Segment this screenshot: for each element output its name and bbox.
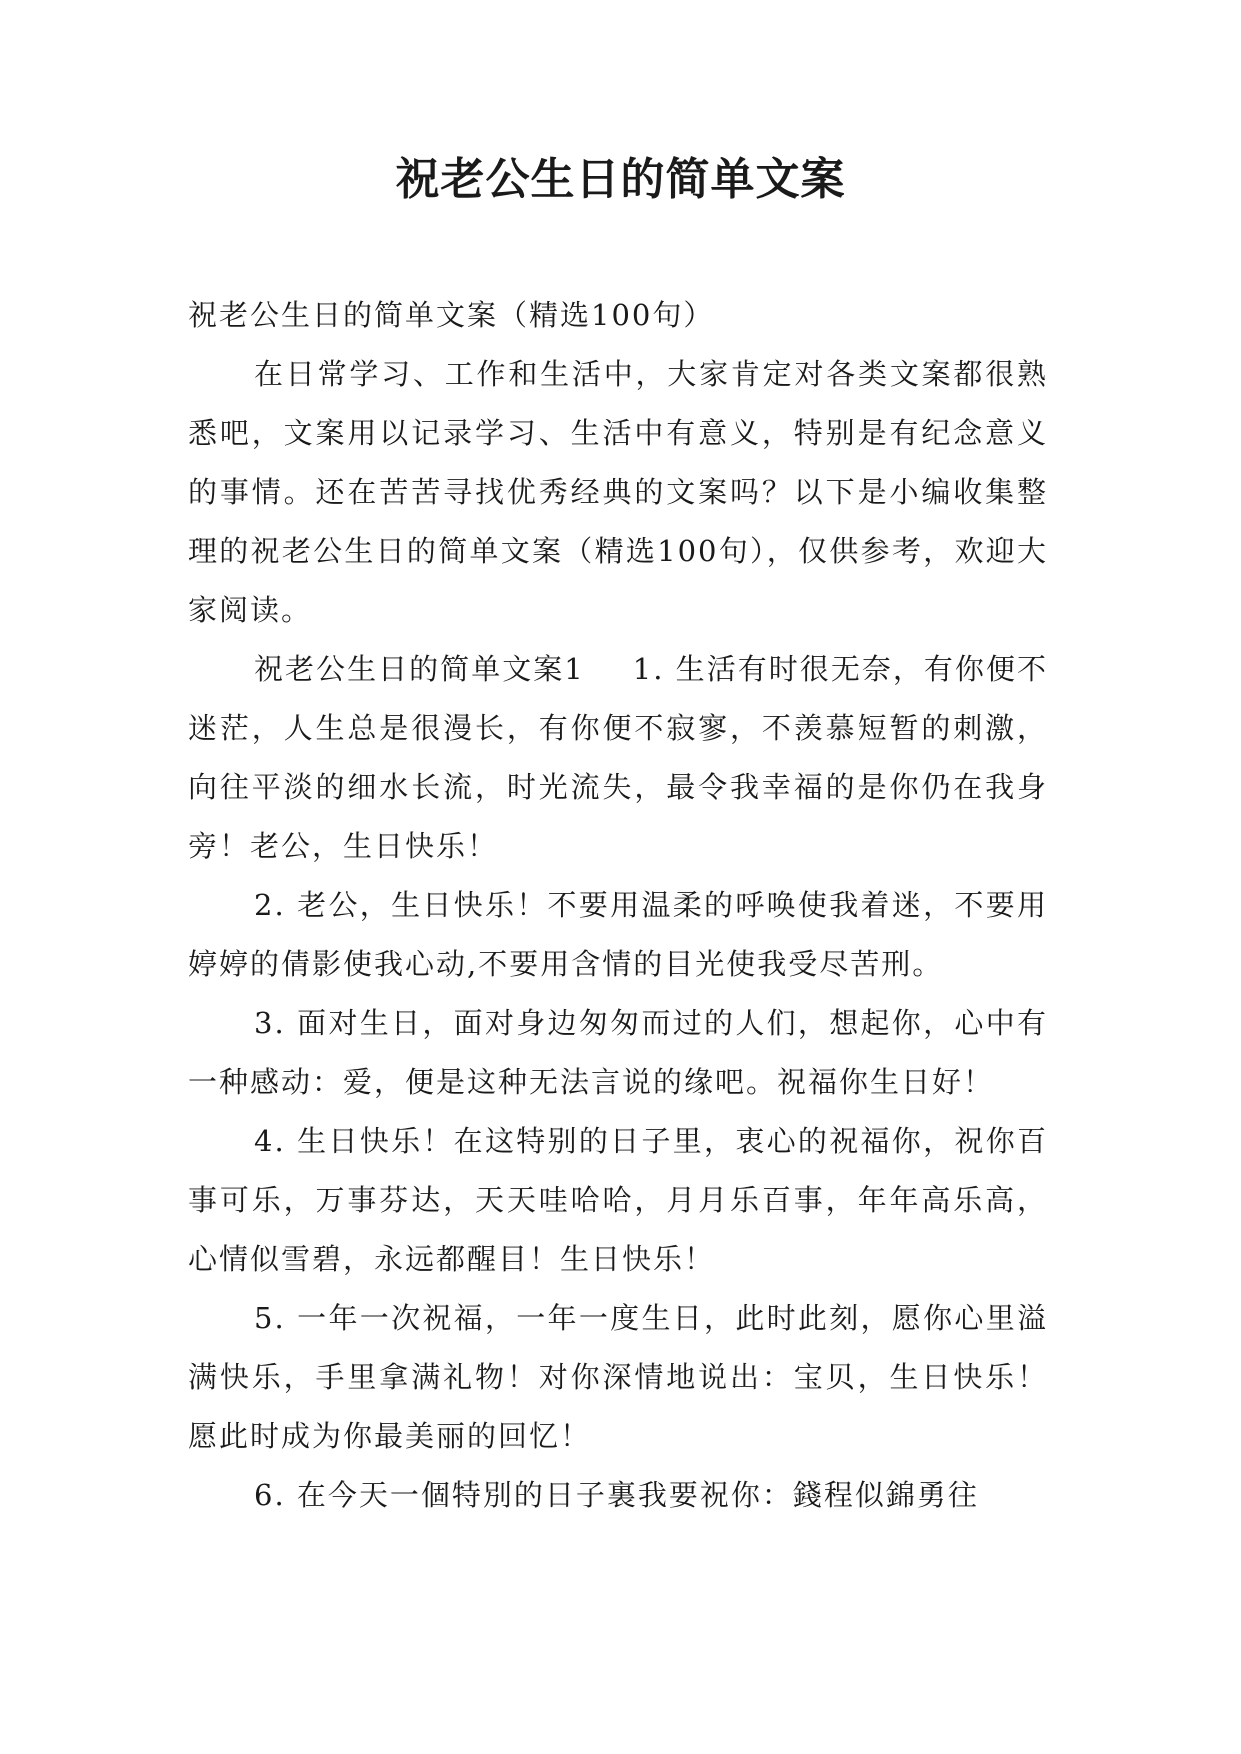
document-title: 祝老公生日的简单文案 [395,154,846,205]
wish-item-3: 3. 面对生日，面对身边匆匆而过的人们，想起你，心中有一种感动：爱，便是这种无法言说的缘吧。祝福你生日好！ [188,1006,1048,1099]
section-paragraph [188,640,1048,876]
document-body [188,286,1048,1525]
wish-item-1: 1. 生活有时很无奈，有你便不迷茫，人生总是很漫长，有你便不寂寥，不羡慕短暂的刺激，向往平淡的细水长流，时光流失，最令我幸福的是你仍在我身旁！老公，生日快乐！ [188,652,1048,863]
wish-item-6: 6. 在今天一個特別的日子裏我要祝你：錢程似錦勇往 [254,1478,979,1512]
section-heading: 祝老公生日的简单文案1 [254,652,585,686]
wish-item-4: 4. 生日快乐！在这特别的日子里，衷心的祝福你，祝你百事可乐，万事芬达，天天哇哈哈，月月乐百事，年年高乐高，心情似雪碧，永远都醒目！生日快乐！ [188,1124,1048,1276]
wish-item-5: 5. 一年一次祝福，一年一度生日，此时此刻，愿你心里溢满快乐，手里拿满礼物！对你深情地说出：宝贝，生日快乐！愿此时成为你最美丽的回忆！ [188,1301,1048,1453]
intro-paragraph: 在日常学习、工作和生活中，大家肯定对各类文案都很熟悉吧，文案用以记录学习、生活中有意义，特别是有纪念意义的事情。还在苦苦寻找优秀经典的文案吗？以下是小编收集整理的祝老公生日的简单文案（精选100句），仅供参考，欢迎大家阅读。 [188,357,1048,627]
document-subtitle: 祝老公生日的简单文案（精选100句） [188,298,715,332]
wish-item-2: 2. 老公，生日快乐！不要用温柔的呼唤使我着迷，不要用婷婷的倩影使我心动,不要用含情的目光使我受尽苦刑。 [188,888,1048,981]
